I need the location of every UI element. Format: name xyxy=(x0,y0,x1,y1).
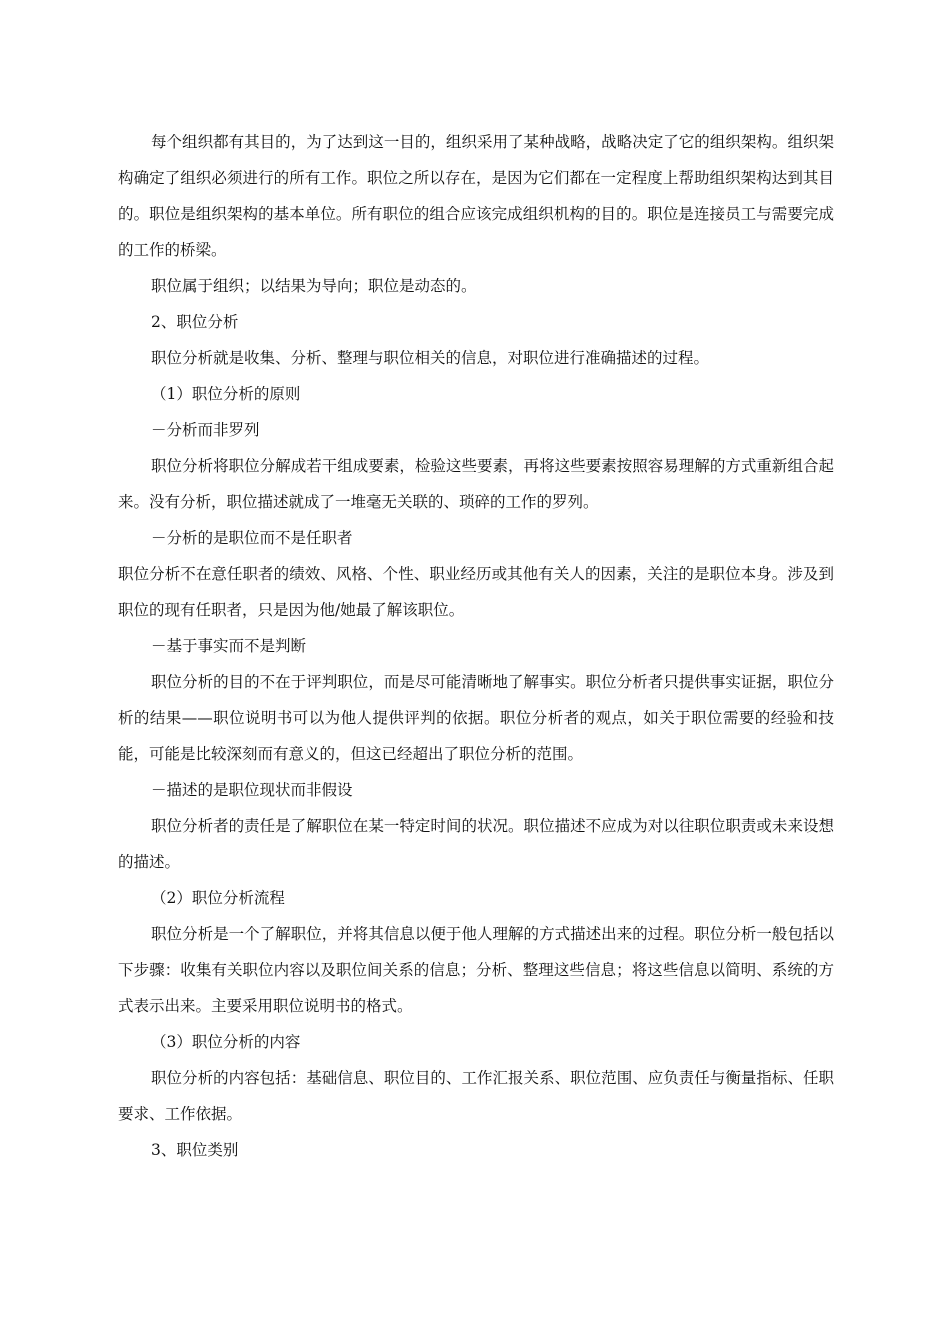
subheading-analysis-principles: （1）职位分析的原则 xyxy=(151,385,301,403)
subheading-analysis-content: （3）职位分析的内容 xyxy=(151,1033,301,1051)
principle-current-not-hypothetical: －描述的是职位现状而非假设 xyxy=(151,781,353,799)
paragraph-position-traits: 职位属于组织；以结果为导向；职位是动态的。 xyxy=(151,277,477,295)
paragraph-organization-purpose: 每个组织都有其目的，为了达到这一目的，组织采用了某种战略，战略决定了它的组织架构。组织架构确定了组织必须进行的所有工作。职位之所以存在，是因为它们都在一定程度上帮助组织架构达到其目的。职位是组织架构的基本单位。所有职位的组合应该完成组织机构的目的。职位是连接员工与需要完成的工作的桥梁。 xyxy=(118,133,834,259)
paragraph-analysis-process: 职位分析是一个了解职位，并将其信息以便于他人理解的方式描述出来的过程。职位分析一般包括以下步骤：收集有关职位内容以及职位间关系的信息；分析、整理这些信息；将这些信息以简明、系统的方式表示出来。主要采用职位说明书的格式。 xyxy=(118,925,834,1015)
paragraph-analysis-definition: 职位分析就是收集、分析、整理与职位相关的信息，对职位进行准确描述的过程。 xyxy=(151,349,710,367)
paragraph-analyze-not-list: 职位分析将职位分解成若干组成要素，检验这些要素，再将这些要素按照容易理解的方式重新组合起来。没有分析，职位描述就成了一堆毫无关联的、琐碎的工作的罗列。 xyxy=(118,457,834,511)
subheading-analysis-process: （2）职位分析流程 xyxy=(151,889,285,907)
principle-position-not-incumbent: －分析的是职位而不是任职者 xyxy=(151,529,353,547)
principle-facts-not-judgment: －基于事实而不是判断 xyxy=(151,637,307,655)
heading-position-categories: 3、职位类别 xyxy=(151,1141,239,1159)
document-body xyxy=(118,124,834,1168)
paragraph-current-not-hypothetical: 职位分析者的责任是了解职位在某一特定时间的状况。职位描述不应成为对以往职位职责或未来设想的描述。 xyxy=(118,817,834,871)
heading-position-analysis: 2、职位分析 xyxy=(151,313,239,331)
paragraph-facts-not-judgment: 职位分析的目的不在于评判职位，而是尽可能清晰地了解事实。职位分析者只提供事实证据，职位分析的结果——职位说明书可以为他人提供评判的依据。职位分析者的观点，如关于职位需要的经验和技能，可能是比较深刻而有意义的，但这已经超出了职位分析的范围。 xyxy=(118,673,834,763)
paragraph-position-not-incumbent: 职位分析不在意任职者的绩效、风格、个性、职业经历或其他有关人的因素，关注的是职位本身。涉及到职位的现有任职者，只是因为他/她最了解该职位。 xyxy=(118,565,834,619)
principle-analyze-not-list: －分析而非罗列 xyxy=(151,421,260,439)
paragraph-analysis-content: 职位分析的内容包括：基础信息、职位目的、工作汇报关系、职位范围、应负责任与衡量指标、任职要求、工作依据。 xyxy=(118,1069,834,1123)
